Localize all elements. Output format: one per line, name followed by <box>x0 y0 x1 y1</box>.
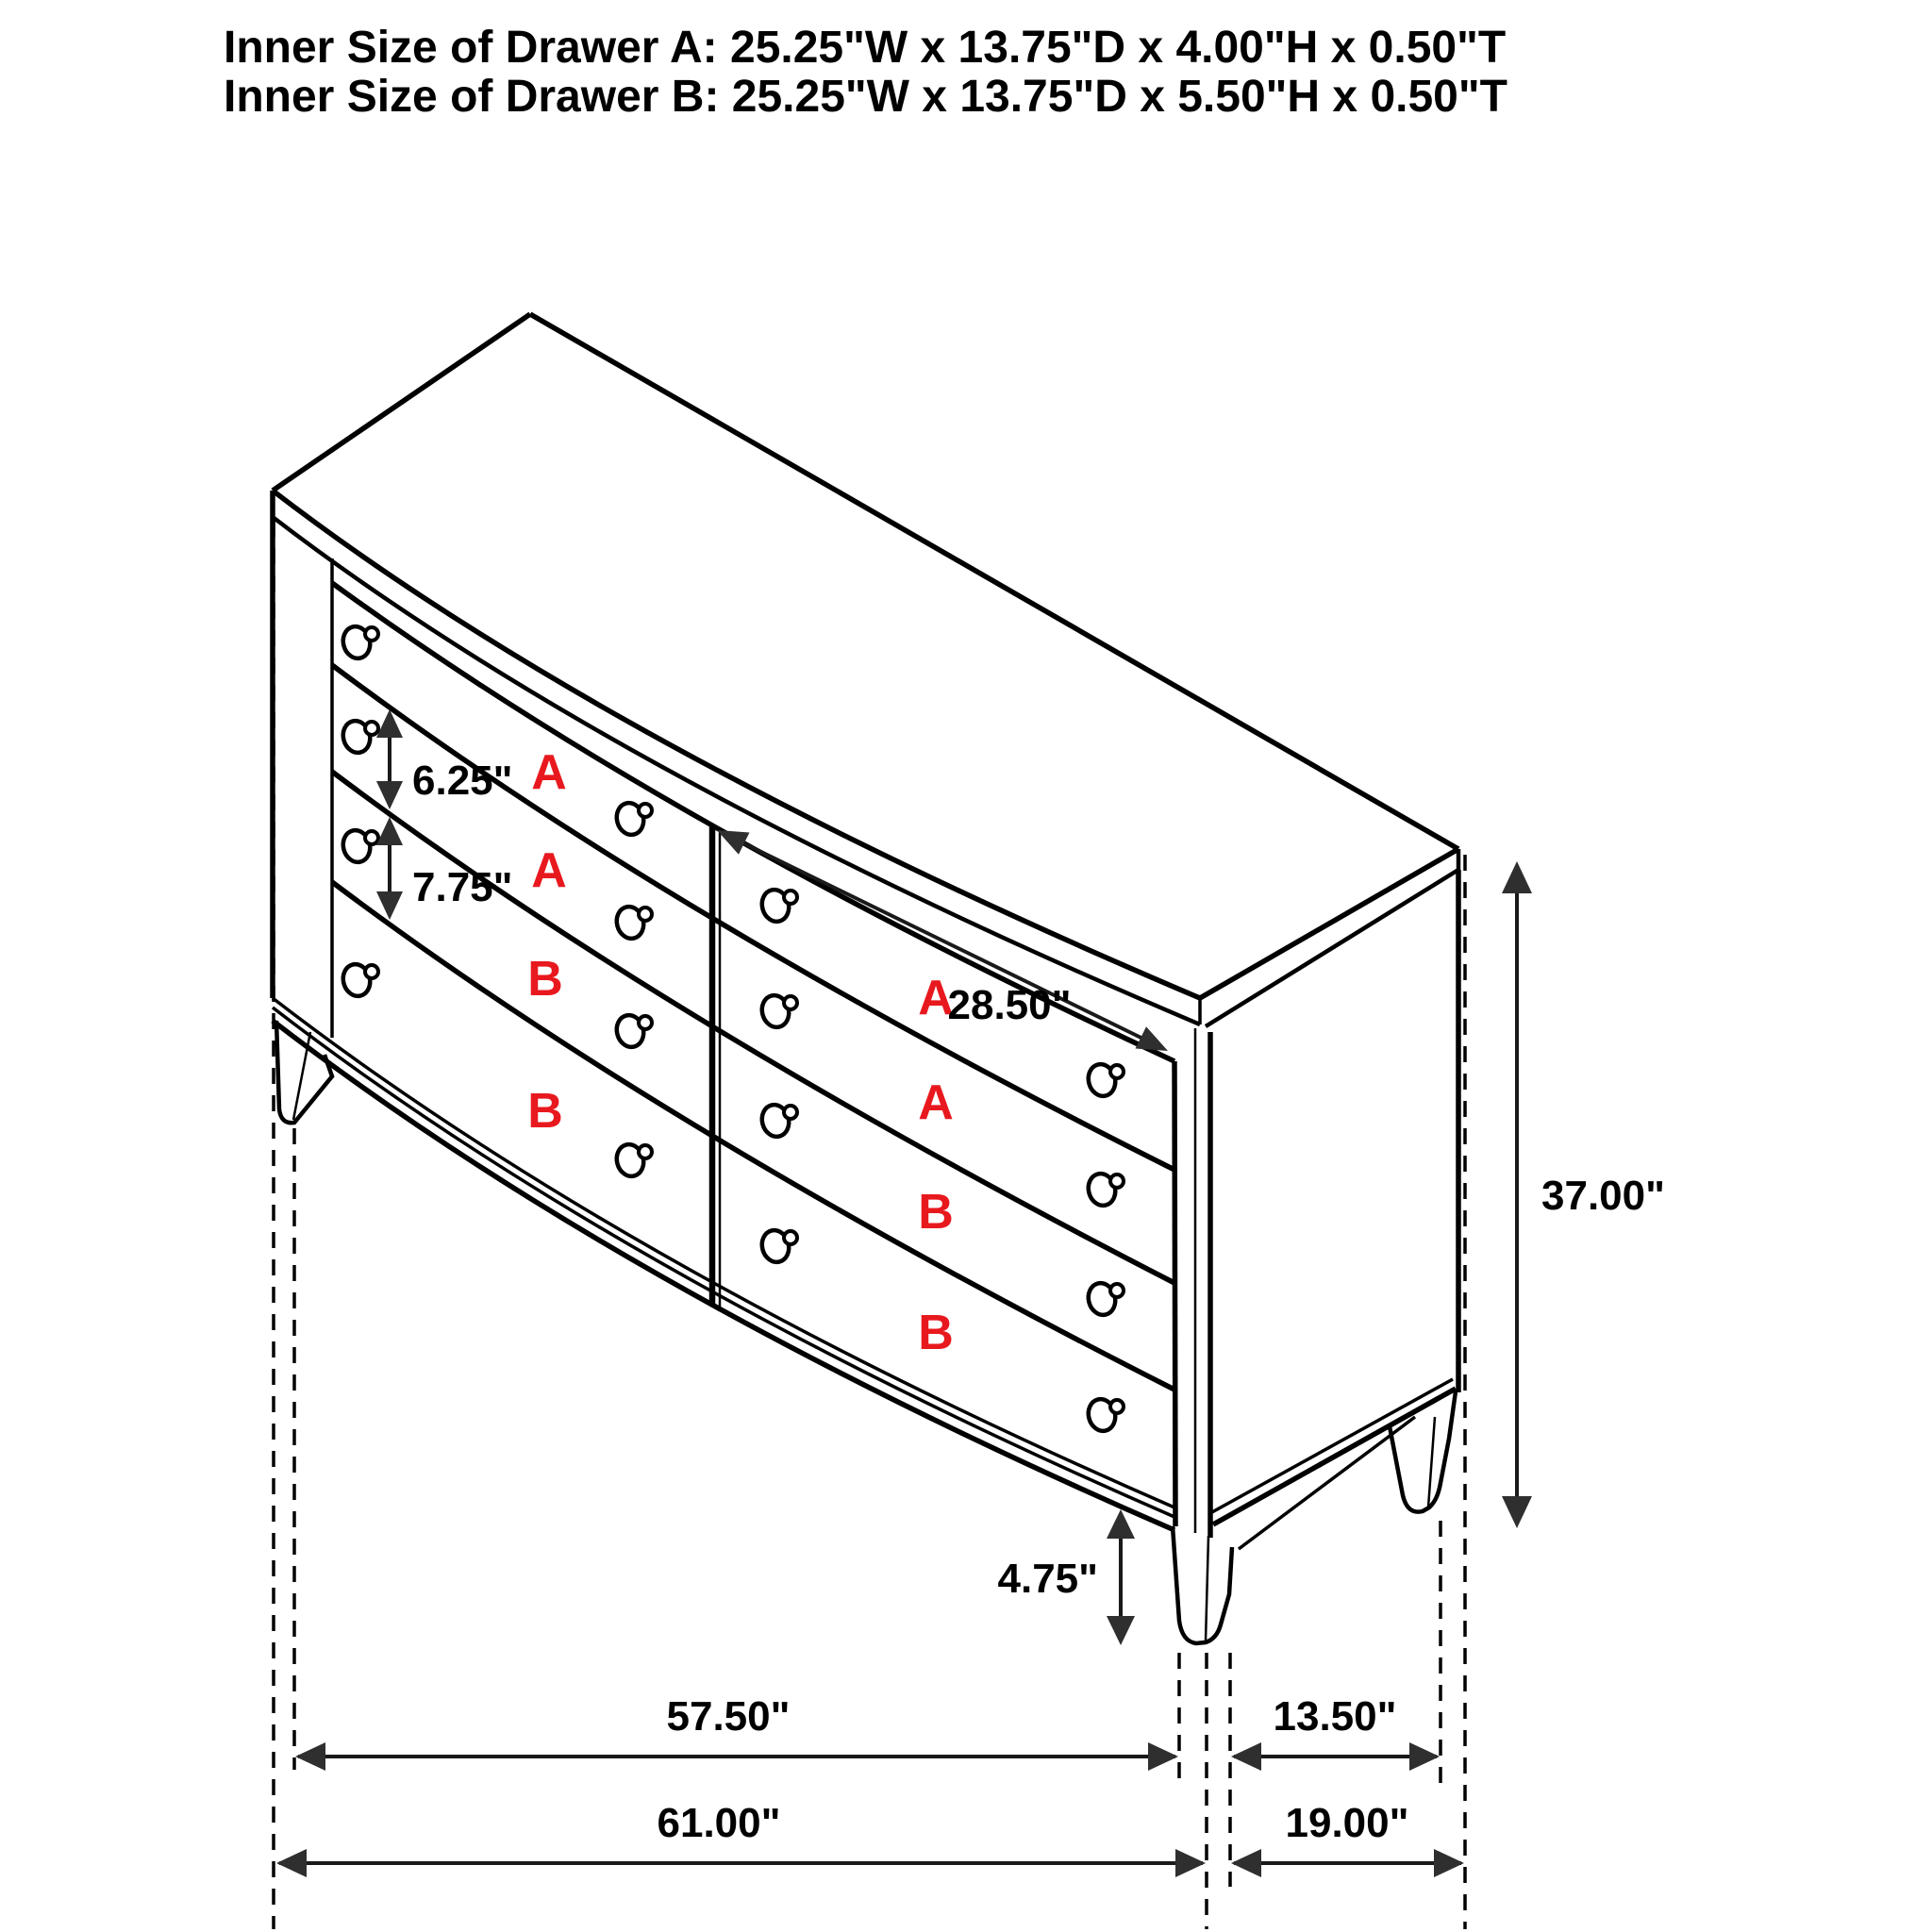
front-right-leg-facet <box>1206 1536 1208 1641</box>
label-right-drawer-b1: B <box>918 1185 954 1240</box>
dimension-drawer-a-height <box>376 709 513 809</box>
title-drawer-a-inner-size: Inner Size of Drawer A: 25.25"W x 13.75"D x 4.00"H x 0.50"T <box>224 23 1507 73</box>
drawer-boundary-a1-a2 <box>332 665 1174 1170</box>
knob-right-col-b2-left <box>758 1227 797 1265</box>
top-slab-bottom-side <box>1206 870 1458 1026</box>
base-molding-top <box>273 998 1174 1507</box>
dimension-overall-width-label: 61.00" <box>657 1800 781 1846</box>
knob-right-col-a1-right <box>1085 1061 1124 1099</box>
dimension-drawer-b-height-label: 7.75" <box>412 864 513 910</box>
dimension-drawer-b-height <box>376 817 513 920</box>
knob-left-col-a1-left <box>340 624 378 661</box>
front-right-leg <box>1173 1526 1232 1643</box>
dimension-drawer-a-height-label: 6.25" <box>412 758 513 804</box>
knob-right-col-a2-left <box>758 992 797 1030</box>
knob-right-col-b1-left <box>758 1102 797 1140</box>
label-right-drawer-a2: A <box>918 1075 954 1130</box>
label-left-drawer-a1: A <box>531 745 567 800</box>
label-right-drawer-a1: A <box>918 971 954 1025</box>
dimension-overall-height <box>1502 861 1665 1528</box>
knob-right-col-b1-right <box>1085 1280 1124 1318</box>
knob-left-col-a2-left <box>340 718 378 756</box>
dimension-side-depth-inner <box>1231 1693 1440 1771</box>
label-left-drawer-b2: B <box>527 1084 563 1139</box>
dimension-right-section-width-label: 28.50" <box>947 982 1072 1028</box>
dimension-overall-width <box>276 1800 1206 1877</box>
knob-left-col-a2-right <box>613 904 652 941</box>
knob-left-col-a1-right <box>613 800 652 838</box>
dimension-overall-height-label: 37.00" <box>1541 1173 1665 1219</box>
back-right-leg-facet <box>1428 1417 1435 1507</box>
knob-left-col-b1-left <box>340 827 378 865</box>
dimension-front-width-inner <box>295 1693 1178 1771</box>
corner-post-front-edge <box>1174 1061 1175 1526</box>
label-left-drawer-a2: A <box>531 843 567 898</box>
label-right-drawer-b2: B <box>918 1306 954 1360</box>
dimension-overall-depth-label: 19.00" <box>1285 1800 1409 1846</box>
dimension-side-depth-inner-label: 13.50" <box>1273 1693 1397 1740</box>
dimension-overall-depth <box>1231 1800 1464 1877</box>
knob-left-col-b2-right <box>613 1141 652 1179</box>
knob-left-col-b1-right <box>613 1012 652 1050</box>
label-left-drawer-b1: B <box>527 952 563 1007</box>
dimension-leg-height-label: 4.75" <box>997 1556 1098 1602</box>
knob-right-col-a2-right <box>1085 1171 1124 1208</box>
knob-left-col-b2-left <box>340 961 378 999</box>
top-front-edge <box>273 491 1200 998</box>
title-drawer-b-inner-size: Inner Size of Drawer B: 25.25"W x 13.75"D x 5.50"H x 0.50"T <box>224 72 1507 122</box>
side-bottom-edge <box>1213 1389 1456 1524</box>
dimension-leg-height <box>998 1509 1136 1645</box>
side-bottom-upper <box>1210 1379 1453 1513</box>
dresser-outline <box>273 314 1458 1643</box>
drawer-knobs <box>340 624 1124 1434</box>
knob-right-col-b2-right <box>1085 1396 1124 1434</box>
top-right-edge <box>1200 849 1458 998</box>
top-left-edge <box>273 314 530 491</box>
knob-right-col-a1-left <box>758 887 797 924</box>
dimension-front-width-inner-label: 57.50" <box>666 1693 791 1740</box>
base-molding-middle <box>273 1008 1174 1517</box>
